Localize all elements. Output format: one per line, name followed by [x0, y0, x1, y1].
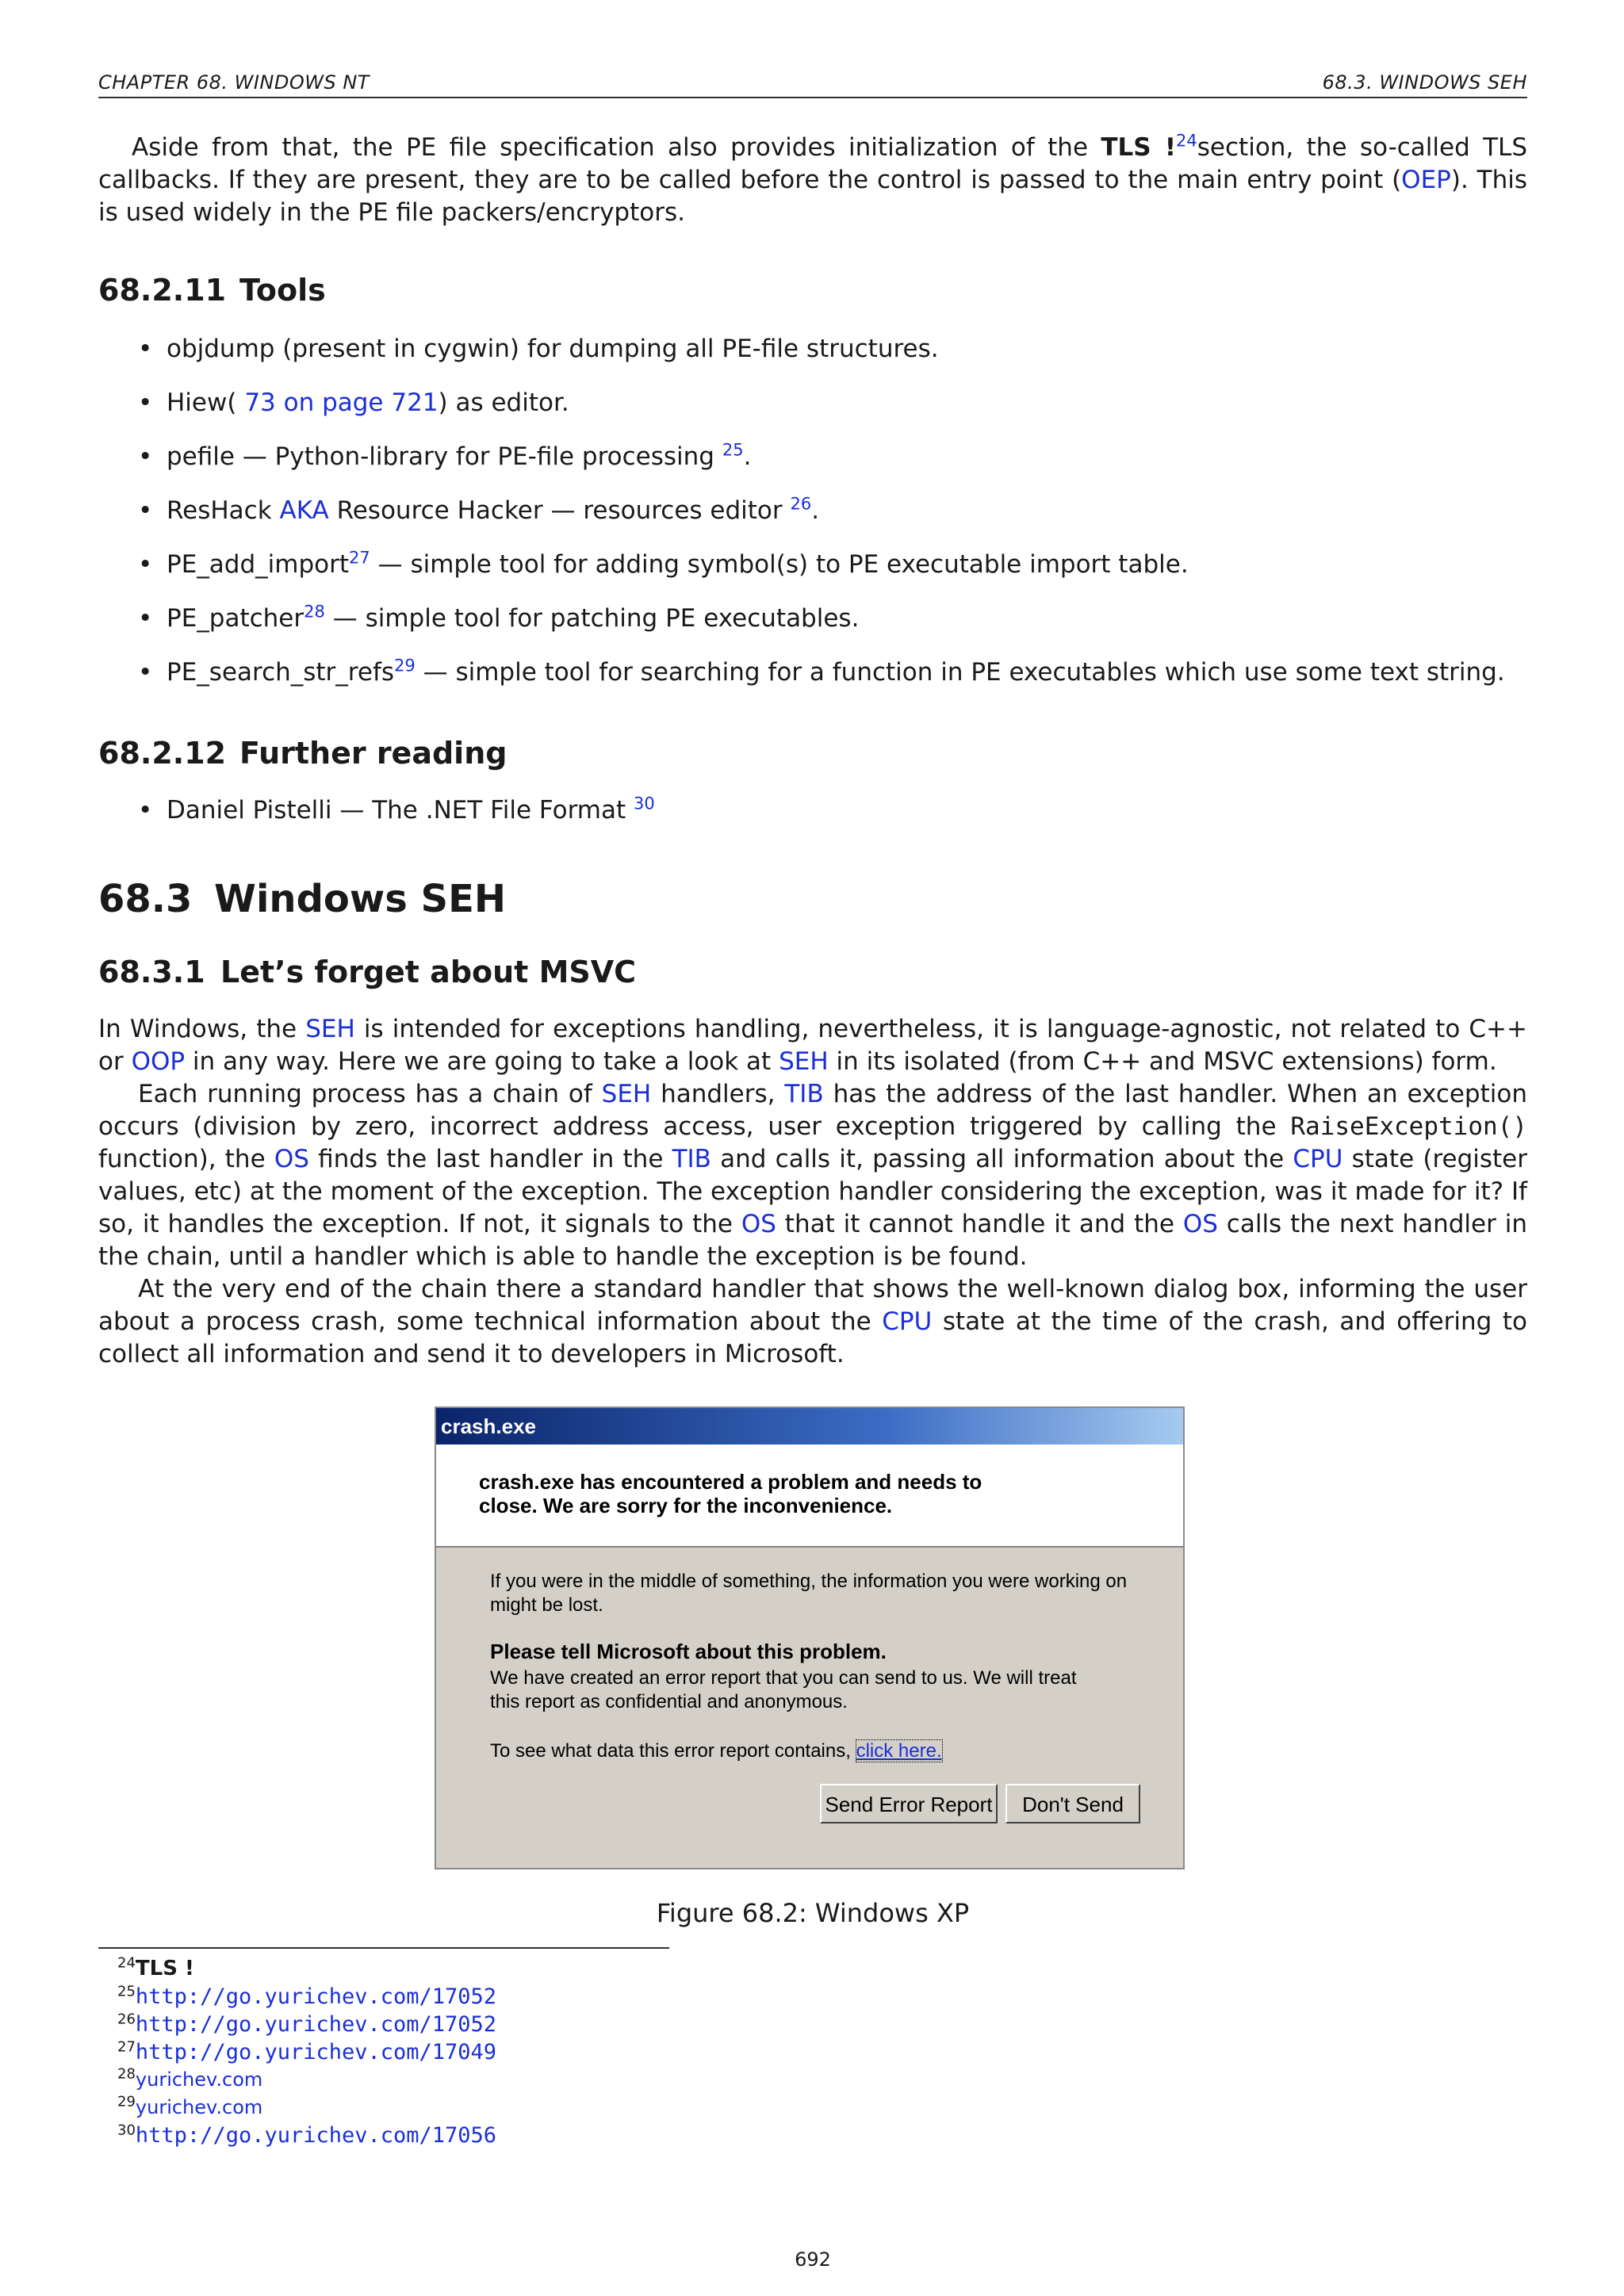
- list-item-text: .: [811, 496, 820, 525]
- dialog-text-line: To see what data this error report contains,: [490, 1740, 856, 1762]
- list-item-text: — simple tool for patching PE executables.: [324, 604, 860, 633]
- header-chapter: CHAPTER 68. WINDOWS NT: [98, 71, 370, 94]
- list-item-text: — simple tool for searching for a function in PE executables which use some text string.: [415, 658, 1505, 687]
- list-item-text: Hiew(: [167, 388, 245, 417]
- footnote-28: [117, 2066, 496, 2094]
- footnotes: [117, 1955, 496, 2149]
- figure-caption: Figure 68.2: Windows XP: [656, 1898, 970, 1928]
- seh-paragraph-1: [98, 1013, 1527, 1078]
- text-run: in its isolated (from C++ and MSVC extensions) form.: [828, 1047, 1497, 1076]
- footnote-30: [117, 2122, 496, 2149]
- list-item-text: Daniel Pistelli — The .NET File Format: [167, 796, 634, 825]
- footnote-ref-28[interactable]: 28: [304, 602, 325, 622]
- seh-link[interactable]: SEH: [601, 1080, 652, 1108]
- text-run: calls the next handler in the chain, until a handler which is able to handle the exception is be found.: [98, 1210, 1527, 1271]
- footnote-number: 28: [117, 2065, 136, 2083]
- list-item: [98, 794, 1527, 827]
- section-title: Windows SEH: [214, 877, 507, 921]
- seh-paragraph-2: [98, 1078, 1527, 1273]
- intro-text-3: ). This is used widely in the PE file packers/encryptors.: [98, 166, 1527, 227]
- dialog-text-line: might be lost.: [490, 1594, 603, 1616]
- footnote-link[interactable]: http://go.yurichev.com/17049: [135, 2040, 497, 2064]
- subsection-number: 68.3.1: [98, 955, 205, 989]
- list-item: [98, 603, 1527, 635]
- list-item: [98, 549, 1527, 581]
- footnote-number: 26: [117, 2011, 136, 2028]
- oop-link[interactable]: OOP: [131, 1047, 186, 1076]
- list-item-text: .: [743, 442, 752, 471]
- os-link[interactable]: OS: [741, 1210, 776, 1238]
- list-item: [98, 495, 1527, 527]
- intro-text-1: Aside from that, the PE file specification also provides initialization of the: [132, 133, 1101, 162]
- seh-link[interactable]: SEH: [779, 1047, 829, 1076]
- footnote-29: [117, 2094, 496, 2122]
- footnote-number: 27: [117, 2038, 136, 2056]
- list-item: [98, 656, 1527, 689]
- section-heading-windows-seh: [98, 877, 506, 921]
- os-link[interactable]: OS: [274, 1145, 309, 1173]
- intro-text-2: section, the so-called TLS callbacks. If they are present, they are to be called before the control is passed to the main entry point (: [98, 133, 1528, 194]
- text-run: handlers,: [651, 1080, 785, 1108]
- footnote-divider: [98, 1947, 669, 1949]
- aka-link[interactable]: AKA: [279, 496, 329, 525]
- text-run: in any way. Here we are going to take a look at: [185, 1047, 779, 1076]
- section-number: 68.3: [98, 877, 193, 921]
- tib-link[interactable]: TIB: [784, 1080, 824, 1108]
- text-run: and calls it, passing all information about the: [710, 1145, 1293, 1173]
- dialog-error-message: [479, 1470, 982, 1517]
- text-run: is intended for exceptions handling, nevertheless, it is language-agnostic, not related to C++ or: [98, 1015, 1527, 1076]
- text-run: At the very end of the chain there a standard handler that shows the well-known dialog box, informing the user about a process crash, some technical information about the: [98, 1275, 1527, 1336]
- footnote-ref-26[interactable]: 26: [790, 494, 812, 514]
- list-item: [98, 441, 1527, 473]
- footnote-number: 24: [117, 1954, 136, 1972]
- raise-exception-code: RaiseException(): [1290, 1112, 1527, 1141]
- footnote-link[interactable]: http://go.yurichev.com/17052: [135, 1984, 497, 2009]
- page-number: 692: [795, 2248, 831, 2271]
- dialog-report-text: [490, 1667, 1077, 1714]
- list-item-text: — simple tool for adding symbol(s) to PE executable import table.: [370, 550, 1189, 579]
- subsection-title: Let’s forget about MSVC: [220, 955, 637, 989]
- list-item-text: ResHack: [167, 496, 280, 525]
- list-item-text: objdump (present in cygwin) for dumping all PE-file structures.: [167, 335, 939, 363]
- further-reading-heading: [98, 736, 507, 771]
- list-item-text: ) as editor.: [438, 388, 569, 417]
- click-here-link[interactable]: click here.: [856, 1740, 942, 1762]
- footnote-link[interactable]: yurichev.com: [135, 2068, 263, 2091]
- intro-paragraph: [98, 132, 1527, 229]
- footnote-number: 30: [117, 2122, 136, 2139]
- seh-paragraph-3: [98, 1273, 1527, 1371]
- dialog-details-line: [490, 1739, 942, 1763]
- header-section: 68.3. WINDOWS SEH: [1322, 71, 1527, 94]
- footnote-24: [117, 1955, 496, 1983]
- further-heading-number: 68.2.12: [98, 736, 227, 771]
- list-item-text: PE_search_str_refs: [167, 658, 395, 687]
- list-item-text: pefile — Python-library for PE-file processing: [167, 442, 722, 471]
- footnote-link[interactable]: http://go.yurichev.com/17056: [135, 2123, 497, 2148]
- oep-link[interactable]: OEP: [1401, 166, 1451, 194]
- text-run: state (register values, etc) at the moment of the exception. The exception handler considering the exception, was it made for it? If so, it handles the exception. If not, it signals to the: [98, 1145, 1527, 1238]
- dialog-text-line: We have created an error report that you can send to us. We will treat: [490, 1667, 1077, 1689]
- dialog-title-bar: crash.exe: [436, 1408, 1183, 1445]
- list-item: [98, 387, 1527, 419]
- page: [98, 0, 1527, 2296]
- footnote-ref-30[interactable]: 30: [633, 794, 655, 813]
- further-reading-list: [98, 794, 1527, 848]
- footnote-ref-27[interactable]: 27: [349, 548, 370, 568]
- footnote-25: [117, 1983, 496, 2011]
- send-error-report-button[interactable]: Send Error Report: [820, 1784, 998, 1823]
- tls-term: TLS !: [1101, 133, 1177, 162]
- os-link[interactable]: OS: [1182, 1210, 1218, 1238]
- tools-list: [98, 333, 1527, 710]
- list-item-text: PE_patcher: [167, 604, 304, 633]
- footnote-27: [117, 2038, 496, 2066]
- seh-paragraphs: [98, 1013, 1527, 1371]
- cpu-link[interactable]: CPU: [1293, 1145, 1343, 1173]
- running-header: [98, 68, 1527, 98]
- text-run: has the address of the last handler. When an exception occurs (division by zero, incorrect address access, user exception triggered by calling the: [98, 1080, 1527, 1141]
- hiew-page-link[interactable]: 73 on page 721: [244, 388, 439, 417]
- list-item-text: PE_add_import: [167, 550, 349, 579]
- list-item: [98, 333, 1527, 365]
- tools-heading-title: Tools: [239, 273, 326, 308]
- text-run: function), the: [98, 1145, 274, 1173]
- list-item-text: Resource Hacker — resources editor: [328, 496, 791, 525]
- footnote-link[interactable]: yurichev.com: [135, 2096, 263, 2118]
- crash-dialog-figure: [435, 1406, 1185, 1869]
- tools-heading-number: 68.2.11: [98, 273, 227, 308]
- dialog-message-line: crash.exe has encountered a problem and needs to: [479, 1470, 982, 1494]
- text-run: In Windows, the: [98, 1015, 306, 1043]
- footnote-number: 25: [117, 1983, 136, 2000]
- further-heading-title: Further reading: [239, 736, 508, 771]
- text-run: finds the last handler in the: [308, 1145, 672, 1173]
- footnote-link[interactable]: http://go.yurichev.com/17052: [135, 2012, 497, 2037]
- footnote-text: TLS !: [135, 1957, 194, 1980]
- dialog-body: [436, 1548, 1183, 1865]
- footnote-ref-24[interactable]: 24: [1176, 131, 1197, 151]
- dialog-header-panel: [436, 1445, 1183, 1548]
- dialog-text-line: If you were in the middle of something, the information you were working on: [490, 1571, 1128, 1592]
- footnote-ref-29[interactable]: 29: [394, 656, 416, 675]
- text-run: that it cannot handle it and the: [776, 1210, 1183, 1238]
- text-run: state at the time of the crash, and offering to collect all information and send it to developers in Microsoft.: [98, 1307, 1527, 1368]
- dialog-info-text: [490, 1570, 1127, 1617]
- tools-heading: [98, 273, 326, 308]
- seh-link[interactable]: SEH: [305, 1015, 355, 1043]
- text-run: Each running process has a chain of: [138, 1080, 602, 1108]
- subsection-heading: [98, 955, 636, 989]
- footnote-number: 29: [117, 2093, 136, 2110]
- dialog-message-line: close. We are sorry for the inconvenience.: [479, 1494, 893, 1517]
- dialog-prompt-heading: Please tell Microsoft about this problem.: [490, 1640, 887, 1663]
- dialog-text-line: this report as confidential and anonymous.: [490, 1691, 848, 1712]
- footnote-ref-25[interactable]: 25: [722, 440, 744, 460]
- footnote-26: [117, 2011, 496, 2038]
- dont-send-button[interactable]: Don't Send: [1005, 1784, 1140, 1823]
- cpu-link[interactable]: CPU: [882, 1307, 933, 1336]
- tib-link[interactable]: TIB: [672, 1145, 711, 1173]
